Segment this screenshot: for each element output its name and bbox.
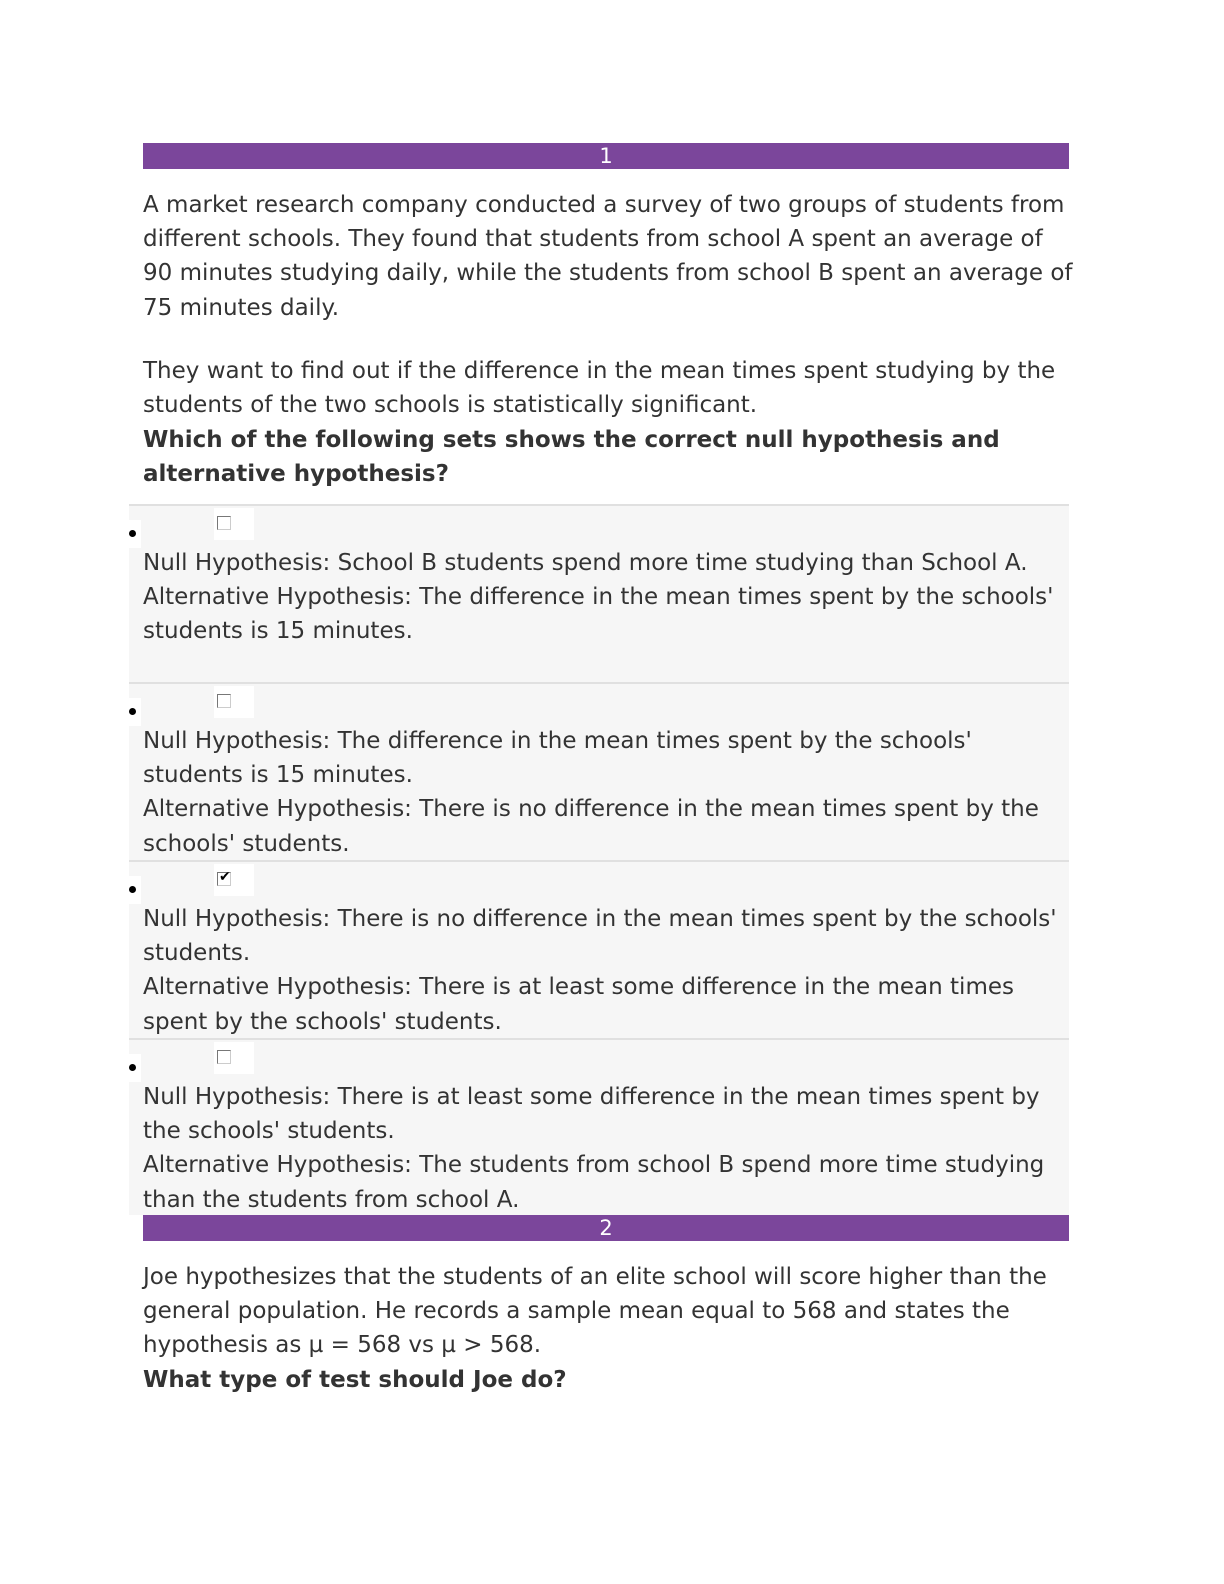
- alternative-hypothesis-text: Alternative Hypothesis: The students from school B spend more time studying than the students from school A.: [143, 1152, 1045, 1213]
- null-hypothesis-text: Null Hypothesis: There is no difference in the mean times spent by the schools' students.: [143, 906, 1057, 967]
- answer-checkbox-3[interactable]: [217, 869, 231, 886]
- alternative-hypothesis-text: Alternative Hypothesis: The difference in the mean times spent by the schools' students is 15 minutes.: [143, 584, 1054, 645]
- question-1-number-bar: [143, 143, 1069, 169]
- answer-option-4-text: [143, 1080, 1073, 1217]
- question-2-number-bar: [143, 1215, 1069, 1241]
- null-hypothesis-text: Null Hypothesis: School B students spend more time studying than School A.: [143, 550, 1028, 576]
- answer-option-2-text: [143, 724, 1073, 861]
- question-1-paragraph-2: They want to find out if the difference in the mean times spent studying by the students of the two schools is statistically significant.: [143, 358, 1056, 419]
- answer-option-3-text: [143, 902, 1073, 1039]
- answer-checkbox-1[interactable]: [217, 516, 231, 530]
- answer-option-2[interactable]: [129, 682, 1069, 860]
- answer-checkbox-4[interactable]: [217, 1050, 231, 1064]
- checkbox-container: [214, 686, 254, 718]
- alternative-hypothesis-text: Alternative Hypothesis: There is no difference in the mean times spent by the schools' students.: [143, 796, 1039, 857]
- question-1-prompt: Which of the following sets shows the correct null hypothesis and alternative hypothesis?: [143, 427, 1000, 488]
- question-2-prompt: What type of test should Joe do?: [143, 1367, 567, 1393]
- checkbox-container: [214, 508, 254, 540]
- bullet-icon: [129, 1064, 136, 1071]
- question-2-paragraph-1: Joe hypothesizes that the students of an elite school will score higher than the general population. He records a sample mean equal to 568 and states the hypothesis as µ = 568 vs µ > 568.: [143, 1264, 1047, 1359]
- bullet-icon: [129, 530, 136, 537]
- bullet-icon: [129, 708, 136, 715]
- answer-option-1-text: [143, 546, 1073, 649]
- null-hypothesis-text: Null Hypothesis: The difference in the mean times spent by the schools' students is 15 minutes.: [143, 728, 972, 789]
- answer-option-4[interactable]: [129, 1038, 1069, 1215]
- answer-option-3[interactable]: [129, 860, 1069, 1038]
- answer-checkbox-2[interactable]: [217, 694, 231, 708]
- null-hypothesis-text: Null Hypothesis: There is at least some difference in the mean times spent by the schools' students.: [143, 1084, 1040, 1145]
- bullet-icon: [129, 886, 136, 893]
- answer-option-1[interactable]: [129, 504, 1069, 682]
- question-1-number: 1: [599, 144, 613, 168]
- checkbox-container: [214, 1042, 254, 1074]
- checkmark-icon: ✔: [219, 869, 231, 885]
- alternative-hypothesis-text: Alternative Hypothesis: There is at least some difference in the mean times spent by the schools' students.: [143, 974, 1014, 1035]
- question-2-number: 2: [599, 1216, 613, 1240]
- checkbox-container: [214, 864, 254, 896]
- question-1-paragraph-1: A market research company conducted a survey of two groups of students from different schools. They found that students from school A spent an average of 90 minutes studying daily, while the students from school B spent an average of 75 minutes daily.: [143, 192, 1073, 321]
